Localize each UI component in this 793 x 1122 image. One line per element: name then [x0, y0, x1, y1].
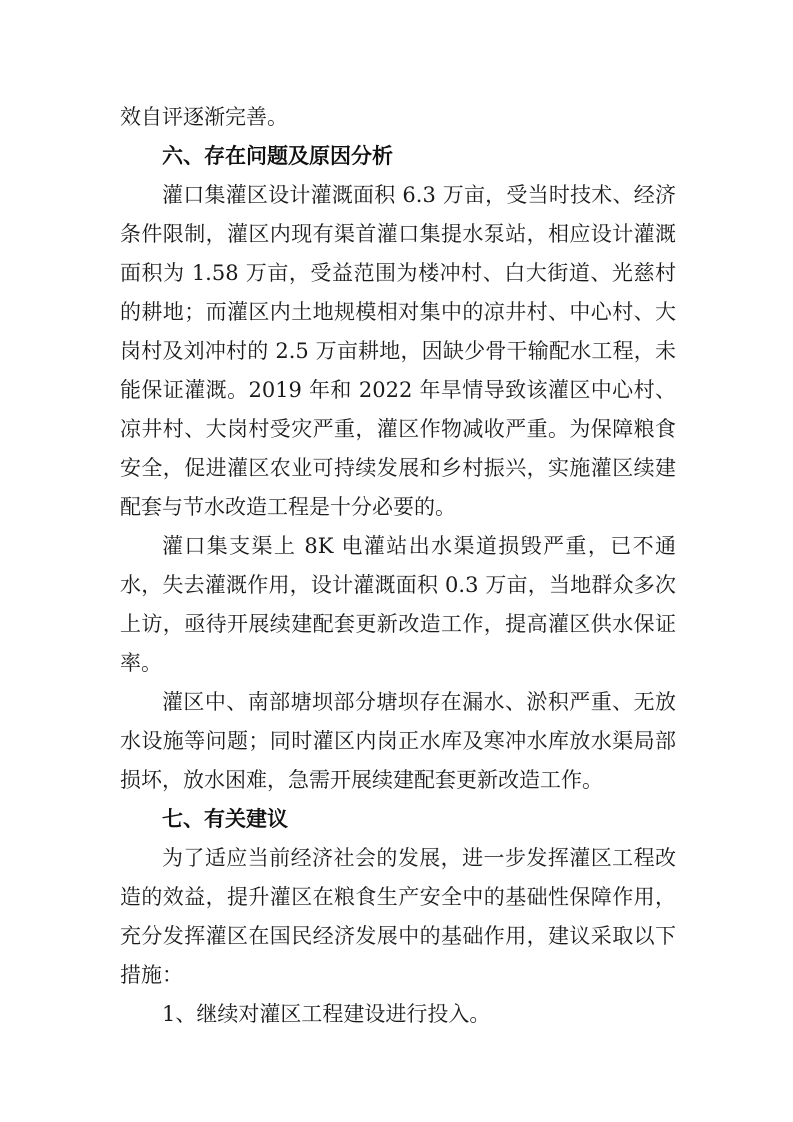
- section-heading-problems: 六、存在问题及原因分析: [162, 144, 393, 168]
- list-item-suggestion-1: 1、继续对灌区工程建设进行投入。: [162, 1002, 491, 1026]
- document-body: [120, 98, 676, 1034]
- continuation-text: 效自评逐渐完善。: [120, 105, 288, 129]
- paragraph-irrigation-area: 灌口集灌区设计灌溉面积 6.3 万亩，受当时技术、经济条件限制，灌区内现有渠首灌口集提水泵站，相应设计灌溉面积为 1.58 万亩，受益范围为楼冲村、白大街道、光慈村的耕地；而灌区内土地规模相对集中的凉井村、中心村、大岗村及刘冲村的 2.5 万亩耕地，因缺少骨干输配水工程，未能保证灌溉。2019 年和 2022 年旱情导致该灌区中心村、凉井村、大岗村受灾严重，灌区作物减收严重。为保障粮食安全，促进灌区农业可持续发展和乡村振兴，实施灌区续建配套与节水改造工程是十分必要的。: [120, 183, 676, 519]
- section-heading-suggestions: 七、有关建议: [162, 807, 288, 831]
- paragraph-ponds-reservoirs: 灌区中、南部塘坝部分塘坝存在漏水、淤积严重、无放水设施等问题；同时灌区内岗正水库及寒冲水库放水渠局部损坏，放水困难，急需开展续建配套更新改造工作。: [120, 690, 676, 792]
- paragraph-pumping-station: 灌口集支渠上 8K 电灌站出水渠道损毁严重，已不通水，失去灌溉作用，设计灌溉面积 0.3 万亩，当地群众多次上访，亟待开展续建配套更新改造工作，提高灌区供水保证率。: [120, 534, 676, 675]
- paragraph-suggestions-intro: 为了适应当前经济社会的发展，进一步发挥灌区工程改造的效益，提升灌区在粮食生产安全中的基础性保障作用，充分发挥灌区在国民经济发展中的基础作用，建议采取以下措施：: [120, 846, 676, 987]
